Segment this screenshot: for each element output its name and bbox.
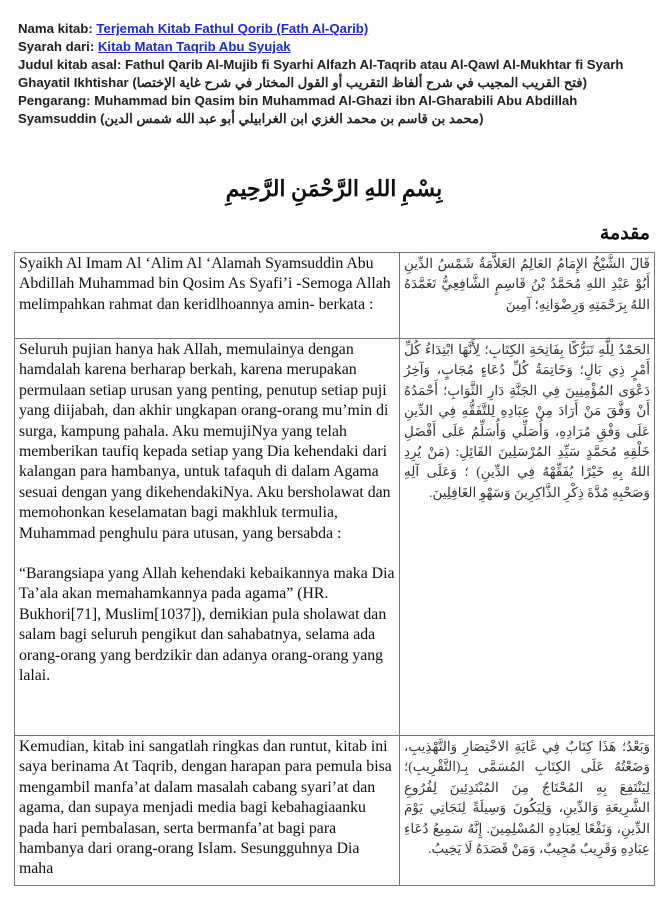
indonesian-text: Seluruh pujian hanya hak Allah, memulainya dengan hamdalah karena berharap berkah, karena merupakan permulaan setiap urusan yang penting, penutup setiap puji yang diijabah, dan akhir ungkapan orang-orang mu’min di surga, kampung pahala. Aku memujiNya yang telah memberikan taufiq kepada setiap yang Dia kehendaki dari kalangan para hambanya, untuk tafaquh di dalam Agama sesuai dengan yang dikehendakiNya. Aku bersholawat dan memohonkan keselamatan bagi makhluk termulia, Muhammad penghulu para utusan, yang bersabda : “Barangsiapa yang Allah kehendaki kebaikannya maka Dia Ta’ala akan memahamkannya pada agama” (HR. Bukhori[71], Muslim[1037]), demikian pula sholawat dan salam bagi seluruh pengikut dan sahabatnya, selama ada orang-orang yang berdzikir dan adanya orang-orang yang lalai. [15,339,400,736]
syarah-line: Syarah dari: Kitab Matan Taqrib Abu Syujak [18,39,291,54]
book-name-link[interactable]: Terjemah Kitab Fathul Qorib (Fath Al-Qarib) [96,21,369,36]
book-name-line: Nama kitab: Terjemah Kitab Fathul Qorib (Fath Al-Qarib) [18,21,369,36]
original-title: Judul kitab asal: Fathul Qarib Al-Mujib fi Syarhi Alfazh Al-Taqrib atau Al-Qawl Al-Mukhtar fi Syarh Ghayatil Ikhtishar (فتح القريب المجيب في شرح ألفاظ التقريب أو القول المختار في شرح غاية الإختصا) [18,57,624,90]
author: Pengarang: Muhammad bin Qasim bin Muhammad Al-Ghazi ibn Al-Gharabili Abu Abdillah Syamsuddin (محمد بن قاسم بن محمد الغزي ابن الغرابيلي أبو عبد الله شمس الدين) [18,93,578,126]
muqaddimah-heading: مقدمة [599,223,650,244]
indonesian-text: Kemudian, kitab ini sangatlah ringkas dan runtut, kitab ini saya berinama At Taqrib, dengan harapan para pemula bisa mengambil manfa’at dalam masalah cabang syari’at dan agama, dan supaya menjadi media bagi kebahagiaanku pada hari pembalasan, serta bermanfa’at bagi para hambanya dari orang-orang Islam. Sesungguhnya Dia maha [15,736,400,886]
indonesian-text: Syaikh Al Imam Al ‘Alim Al ‘Alamah Syamsuddin Abu Abdillah Muhammad bin Qosim As Syafi’i -Semoga Allah melimpahkan rahmat dan keridlhoannya amin- berkata : [15,253,400,339]
arabic-text: وَبَعْدُ؛ هَذَا كِتَابٌ فِي غَايَةِ الاخْتِصَارِ وَالتَّهْذِيبِ، وَضَعْتُهُ عَلَى الكِتَابِ المُسَمَّى بِـ(التَّقْرِيبِ)؛ لِيَنْتَفِعَ بِهِ المُحْتَاجُ مِنَ المُبْتَدِئِينَ لِفُرُوعِ الشَّرِيعَةِ وَالدِّينِ، وَلِيَكُونَ وَسِيلَةً لِنَجَاتِي يَوْمَ الدِّينِ، وَنَفْعًا لِعِبَادِهِ المُسْلِمِينَ. إِنَّهُ سَمِيعُ دُعَاءِ عِبَادِهِ وَقَرِيبٌ مُجِيبٌ، وَمَنْ قَصَدَهُ لَا يَخِيبُ. [400,736,655,886]
translation-table [14,252,655,886]
table-row [15,339,655,736]
bismillah: بِسْمِ اللهِ الرَّحْمَنِ الرَّحِيمِ [225,176,443,201]
arabic-text: قَالَ الشَّيْخُ الإِمَامُ العَالِمُ العَلاَّمَةُ شَمْسُ الدِّينِ أَبُوْ عَبْدِ اللهِ مُحَمَّدُ بْنُ قَاسِمٍ الشَّافِعِيُّ تَغَمَّدَهُ اللهُ بِرَحْمَتِهِ وَرِضْوَانِهِ؛ آمِينَ [400,253,655,339]
syarah-link[interactable]: Kitab Matan Taqrib Abu Syujak [97,39,291,54]
table-row [15,253,655,339]
book-metadata [18,20,658,128]
arabic-text: الحَمْدُ لِلَّهِ تَبَرُّكًا بِفَاتِحَةِ الكِتَابِ؛ لِأَنَّهَا ابْتِدَاءُ كُلِّ أَمْرٍ ذِي بَالٍ؛ وَخَاتِمَةُ كُلِّ دُعَاءٍ مُجَابٍ، وَآخِرُ دَعْوَى المُؤْمِنِينَ فِي الجَنَّةِ دَارِ الثَّوَابِ؛ أَحْمَدُهُ أَنْ وَفَّقَ مَنْ أَرَادَ مِنْ عِبَادِهِ لِلتَّفَقُّهِ فِي الدِّينِ عَلَى وَفْقِ مُرَادِهِ، وَأُصَلِّي وَأُسَلِّمُ عَلَى أَفْضَلِ خَلْقِهِ مُحَمَّدٍ سَيِّدِ المُرْسَلِينَ القَائِلِ: (مَنْ يُرِدِ اللهُ بِهِ خَيْرًا يُفَقِّهْهُ فِي الدِّينِ) ؛ وَعَلَى آلِهِ وَصَحْبِهِ مُدَّةَ ذِكْرِ الذَّاكِرِينَ وَسَهْوِ الغَافِلِينَ. [400,339,655,736]
table-row [15,736,655,886]
